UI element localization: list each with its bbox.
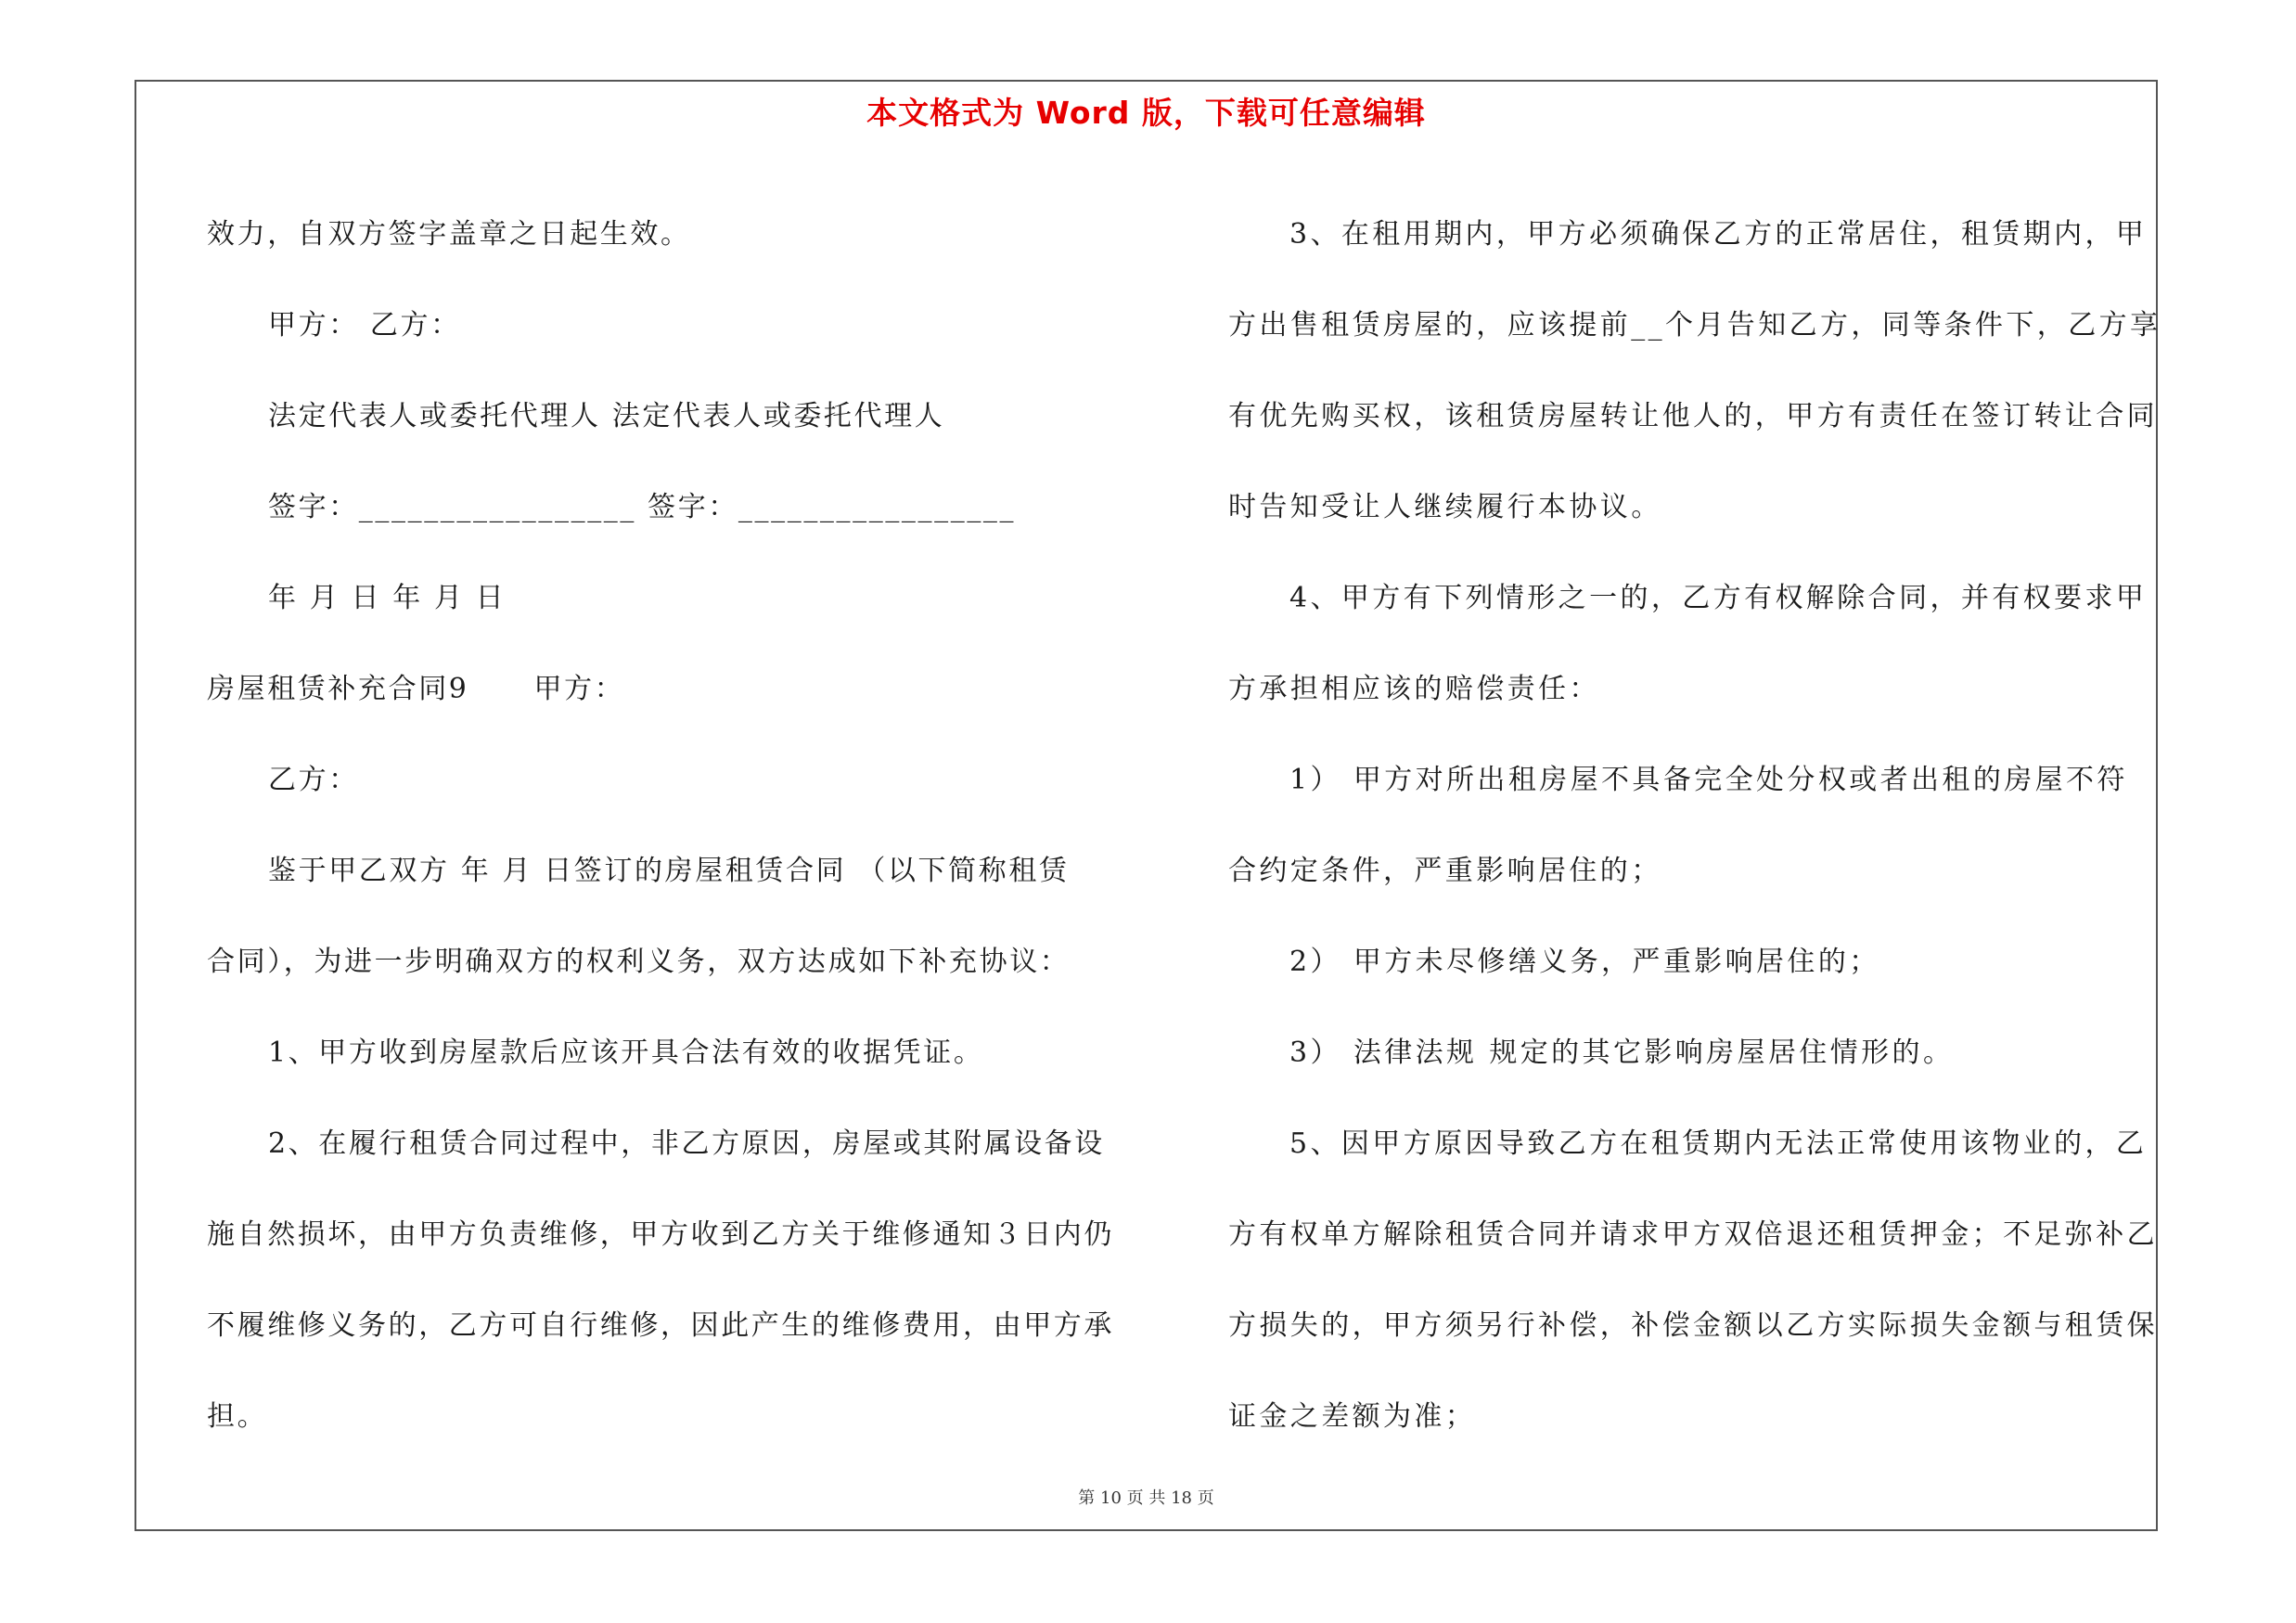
line-text: 证金之差额为准； <box>1228 1400 1477 1433</box>
paragraph-line <box>207 1281 1135 1372</box>
paragraph-line <box>207 1099 1135 1190</box>
line-text: 合约定条件，严重影响居住的； <box>1228 855 1662 887</box>
paragraph-line <box>1228 1281 2158 1372</box>
paragraph-line <box>1228 280 2161 371</box>
line-text: 3） 法律法规 规定的其它影响房屋居住情形的。 <box>1289 1037 1955 1069</box>
line-text: 方有权单方解除租赁合同并请求甲方双倍退还租赁押金；不足弥补乙 <box>1228 1218 2158 1251</box>
format-banner: 本文格式为 Word 版，下载可任意编辑 <box>866 95 1426 131</box>
paragraph-line <box>1228 826 2147 917</box>
paragraph-line <box>207 1190 1135 1281</box>
paragraph-line <box>1228 917 2147 1008</box>
paragraph-line <box>207 826 1135 917</box>
right-column <box>1228 189 2161 1462</box>
line-text: 方损失的，甲方须另行补偿，补偿金额以乙方实际损失金额与租赁保 <box>1228 1309 2158 1342</box>
line-text: 乙方： <box>268 764 359 796</box>
paragraph-line <box>207 1008 1135 1099</box>
line-text: 年 月 日 年 月 日 <box>268 582 507 614</box>
paragraph-line <box>207 553 1135 644</box>
paragraph-line <box>1228 1099 2147 1190</box>
paragraph-line <box>207 280 1135 371</box>
line-text: 方承担相应该的赔偿责任： <box>1228 673 1600 705</box>
line-text: 1） 甲方对所出租房屋不具备完全处分权或者出租的房屋不符 <box>1289 764 2128 796</box>
paragraph-line <box>1228 371 2158 462</box>
line-text: 鉴于甲乙双方 年 月 日签订的房屋租赁合同 （以下简称租赁 <box>268 855 1070 887</box>
line-text: 方出售租赁房屋的，应该提前__个月告知乙方，同等条件下，乙方享 <box>1228 309 2161 341</box>
line-text: 2、在履行租赁合同过程中，非乙方原因，房屋或其附属设备设 <box>268 1127 1105 1160</box>
line-text: 1、甲方收到房屋款后应该开具合法有效的收据凭证。 <box>268 1037 984 1069</box>
line-text: 合同），为进一步明确双方的权利义务，双方达成如下补充协议： <box>207 946 1071 978</box>
paragraph-line <box>207 371 1135 462</box>
line-text: 甲方： 乙方： <box>268 309 461 341</box>
line-text: 房屋租赁补充合同9 <box>207 673 469 705</box>
paragraph-line <box>207 462 1135 553</box>
line-text-secondary: 甲方： <box>533 673 625 705</box>
paragraph-line <box>207 917 1135 1008</box>
paragraph-line <box>1228 189 2147 280</box>
paragraph-line <box>207 735 1135 826</box>
page-frame <box>135 80 2161 1531</box>
line-text: 签字：_________________ 签字：_________________ <box>268 491 1017 523</box>
line-text: 法定代表人或委托代理人 法定代表人或委托代理人 <box>268 400 945 432</box>
line-text: 3、在租用期内，甲方必须确保乙方的正常居住，租赁期内，甲 <box>1289 218 2148 251</box>
page-number-footer: 第 10 页 共 18 页 <box>1078 1488 1214 1508</box>
left-column <box>207 189 1135 1462</box>
paragraph-line <box>1228 1372 2147 1462</box>
line-text: 时告知受让人继续履行本协议。 <box>1228 491 1662 523</box>
line-text: 5、因甲方原因导致乙方在租赁期内无法正常使用该物业的，乙 <box>1289 1127 2148 1160</box>
paragraph-line <box>1228 462 2147 553</box>
paragraph-line <box>1228 1190 2158 1281</box>
line-text: 施自然损坏，由甲方负责维修，甲方收到乙方关于维修通知３日内仍 <box>207 1218 1114 1251</box>
paragraph-line <box>207 1372 1135 1462</box>
paragraph-line <box>1228 735 2147 826</box>
line-text: 有优先购买权，该租赁房屋转让他人的，甲方有责任在签订转让合同 <box>1228 400 2158 432</box>
line-text: 担。 <box>207 1400 268 1433</box>
paragraph-line <box>1228 553 2147 644</box>
paragraph-line <box>207 189 1135 280</box>
paragraph-line <box>1228 644 2147 735</box>
paragraph-line <box>207 644 1135 735</box>
line-text: 效力，自双方签字盖章之日起生效。 <box>207 218 691 251</box>
paragraph-line <box>1228 1008 2147 1099</box>
line-text: 4、甲方有下列情形之一的，乙方有权解除合同，并有权要求甲 <box>1289 582 2148 614</box>
line-text: 不履维修义务的，乙方可自行维修，因此产生的维修费用，由甲方承 <box>207 1309 1114 1342</box>
line-text: 2） 甲方未尽修缮义务，严重影响居住的； <box>1289 946 1880 978</box>
